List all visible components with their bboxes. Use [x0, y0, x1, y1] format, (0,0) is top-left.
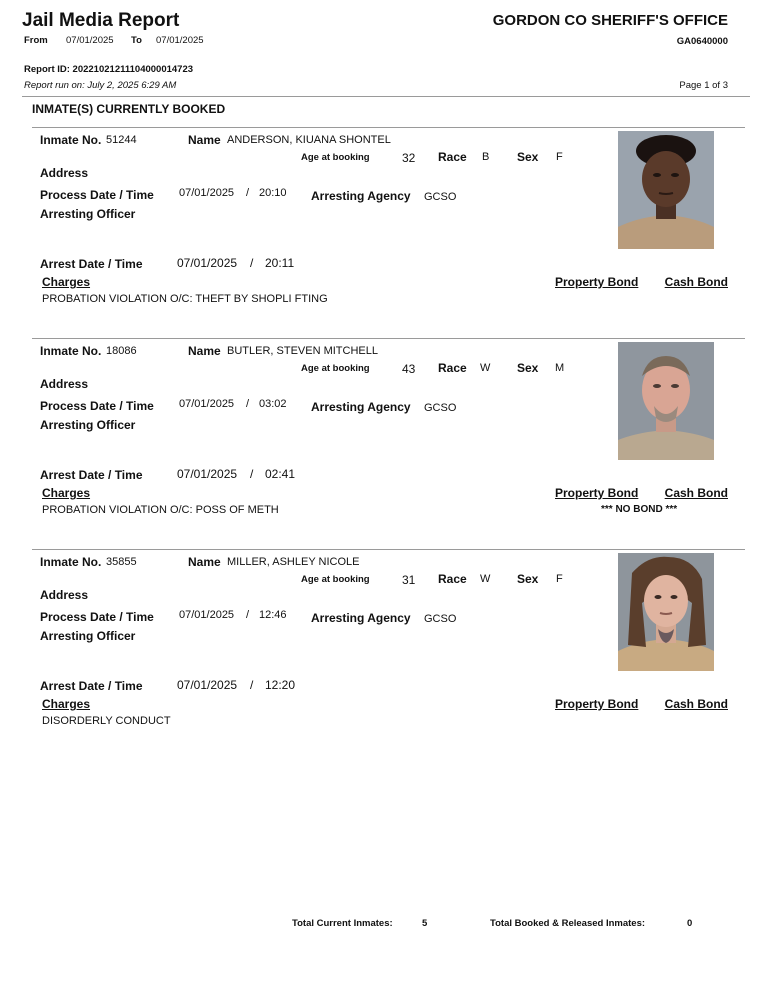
race-label: Race	[438, 572, 467, 586]
property-bond-label: Property Bond	[555, 697, 639, 711]
cash-bond-label: Cash Bond	[664, 697, 728, 711]
process-slash: /	[246, 187, 250, 199]
report-id: Report ID: 20221021211104000014723	[24, 64, 194, 75]
total-current-label: Total Current Inmates:	[292, 918, 393, 929]
process-date: 07/01/2025	[179, 187, 235, 199]
sex-value: M	[555, 362, 565, 374]
record-divider	[32, 338, 745, 339]
arrest-date-label: Arrest Date / Time	[40, 257, 143, 271]
inmate-name: MILLER, ASHLEY NICOLE	[227, 556, 360, 568]
total-booked-released-label: Total Booked & Released Inmates:	[490, 918, 646, 929]
arrest-slash: /	[250, 256, 254, 270]
race-value: W	[480, 573, 491, 585]
charges-label: Charges	[42, 486, 91, 500]
name-label: Name	[188, 555, 221, 569]
from-date: 07/01/2025	[66, 35, 114, 46]
inmate-photo	[618, 131, 714, 249]
name-label: Name	[188, 344, 221, 358]
charge-text: PROBATION VIOLATION O/C: POSS OF METH	[42, 504, 279, 516]
race-label: Race	[438, 361, 467, 375]
age-value: 32	[402, 151, 416, 165]
cash-bond-label: Cash Bond	[664, 486, 728, 500]
report-title: Jail Media Report	[22, 10, 180, 31]
process-slash: /	[246, 398, 250, 410]
arrest-date: 07/01/2025	[177, 678, 238, 692]
sex-value: F	[556, 151, 563, 163]
sex-label: Sex	[517, 572, 539, 586]
arrest-date-label: Arrest Date / Time	[40, 468, 143, 482]
agency-label: Arresting Agency	[311, 400, 411, 414]
age-label: Age at booking	[301, 574, 370, 585]
inmate-no: 18086	[106, 345, 137, 357]
name-label: Name	[188, 133, 221, 147]
process-date-label: Process Date / Time	[40, 610, 154, 624]
address-label: Address	[40, 588, 89, 602]
inmate-no: 51244	[106, 134, 137, 146]
address-label: Address	[40, 166, 89, 180]
sex-label: Sex	[517, 150, 539, 164]
charges-label: Charges	[42, 697, 91, 711]
arrest-date: 07/01/2025	[177, 467, 238, 481]
process-time: 20:10	[259, 187, 287, 199]
agency-label: Arresting Agency	[311, 189, 411, 203]
race-value: B	[482, 151, 490, 163]
process-date-label: Process Date / Time	[40, 399, 154, 413]
sex-value: F	[556, 573, 563, 585]
process-time: 12:46	[259, 609, 287, 621]
process-date: 07/01/2025	[179, 398, 235, 410]
ori-number: GA0640000	[676, 36, 728, 47]
arrest-slash: /	[250, 678, 254, 692]
arrest-time: 12:20	[265, 678, 296, 692]
officer-label: Arresting Officer	[40, 629, 136, 643]
process-date-label: Process Date / Time	[40, 188, 154, 202]
inmate-no: 35855	[106, 556, 137, 568]
age-value: 43	[402, 362, 416, 376]
process-time: 03:02	[259, 398, 287, 410]
age-label: Age at booking	[301, 152, 370, 163]
section-divider	[32, 127, 745, 128]
officer-label: Arresting Officer	[40, 207, 136, 221]
address-label: Address	[40, 377, 89, 391]
race-value: W	[480, 362, 491, 374]
from-label: From	[24, 35, 48, 46]
to-label: To	[131, 35, 142, 46]
inmate-no-label: Inmate No.	[40, 133, 102, 147]
total-booked-released-value: 0	[687, 918, 693, 929]
charges-label: Charges	[42, 275, 91, 289]
arrest-date: 07/01/2025	[177, 256, 238, 270]
charge-text: DISORDERLY CONDUCT	[42, 715, 171, 727]
property-bond-label: Property Bond	[555, 275, 639, 289]
record-divider	[32, 549, 745, 550]
total-current-value: 5	[422, 918, 428, 929]
inmate-photo	[618, 553, 714, 671]
cash-bond-label: Cash Bond	[664, 275, 728, 289]
property-bond-label: Property Bond	[555, 486, 639, 500]
inmate-name: BUTLER, STEVEN MITCHELL	[227, 345, 378, 357]
section-title: INMATE(S) CURRENTLY BOOKED	[32, 102, 226, 116]
inmate-name: ANDERSON, KIUANA SHONTEL	[227, 134, 391, 146]
officer-label: Arresting Officer	[40, 418, 136, 432]
report-run-on: Report run on: July 2, 2025 6:29 AM	[24, 80, 177, 91]
arrest-date-label: Arrest Date / Time	[40, 679, 143, 693]
inmate-photo	[618, 342, 714, 460]
inmate-no-label: Inmate No.	[40, 555, 102, 569]
arrest-slash: /	[250, 467, 254, 481]
page-indicator: Page 1 of 3	[679, 80, 728, 91]
process-slash: /	[246, 609, 250, 621]
age-value: 31	[402, 573, 416, 587]
bond-note: *** NO BOND ***	[601, 504, 678, 515]
charge-text: PROBATION VIOLATION O/C: THEFT BY SHOPLI FTING	[42, 293, 328, 305]
header-divider	[22, 96, 750, 97]
agency-value: GCSO	[424, 613, 457, 625]
arrest-time: 02:41	[265, 467, 296, 481]
to-date: 07/01/2025	[156, 35, 204, 46]
process-date: 07/01/2025	[179, 609, 235, 621]
office-name: GORDON CO SHERIFF'S OFFICE	[492, 12, 728, 29]
race-label: Race	[438, 150, 467, 164]
arrest-time: 20:11	[265, 256, 295, 270]
agency-label: Arresting Agency	[311, 611, 411, 625]
agency-value: GCSO	[424, 191, 457, 203]
agency-value: GCSO	[424, 402, 457, 414]
inmate-no-label: Inmate No.	[40, 344, 102, 358]
age-label: Age at booking	[301, 363, 370, 374]
sex-label: Sex	[517, 361, 539, 375]
